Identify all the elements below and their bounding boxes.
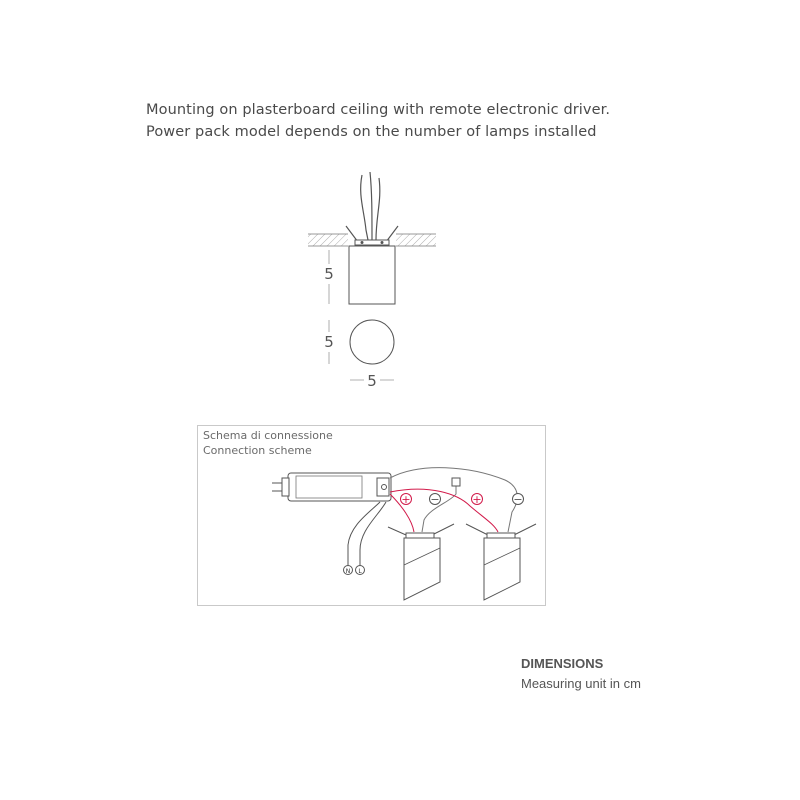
mounting-plate bbox=[355, 240, 389, 245]
cable-2 bbox=[370, 172, 372, 240]
scheme-title-en: Connection scheme bbox=[203, 444, 312, 457]
minus-symbol-2: − bbox=[513, 493, 523, 506]
scheme-title-it: Schema di connessione bbox=[203, 429, 333, 442]
connection-scheme-title bbox=[203, 428, 333, 458]
height-label: 5 bbox=[324, 265, 334, 283]
ceiling-mount-view bbox=[308, 172, 436, 304]
screw-right bbox=[381, 241, 384, 244]
mains-n: N bbox=[345, 568, 351, 575]
width-label: 5 bbox=[367, 372, 377, 390]
screw-left bbox=[361, 241, 364, 244]
dimensions-heading: DIMENSIONS bbox=[521, 656, 604, 671]
plus-symbol-2: + bbox=[472, 493, 482, 506]
minus-symbol-1: − bbox=[430, 493, 440, 506]
diameter-label: 5 bbox=[324, 333, 334, 351]
intro-line-2: Power pack model depends on the number of lamps installed bbox=[146, 123, 597, 140]
cable-3 bbox=[376, 178, 380, 240]
lamp-circle bbox=[350, 320, 394, 364]
intro-line-1: Mounting on plasterboard ceiling with remote electronic driver. bbox=[146, 102, 611, 118]
plus-symbol-1: + bbox=[401, 493, 411, 506]
mains-l: L bbox=[358, 568, 362, 575]
dimensions-note bbox=[521, 656, 641, 691]
cable-1 bbox=[361, 175, 368, 240]
lamp-top-view bbox=[322, 320, 394, 390]
lamp-body-side bbox=[349, 246, 395, 304]
dimensions-unit: Measuring unit in cm bbox=[521, 676, 641, 691]
